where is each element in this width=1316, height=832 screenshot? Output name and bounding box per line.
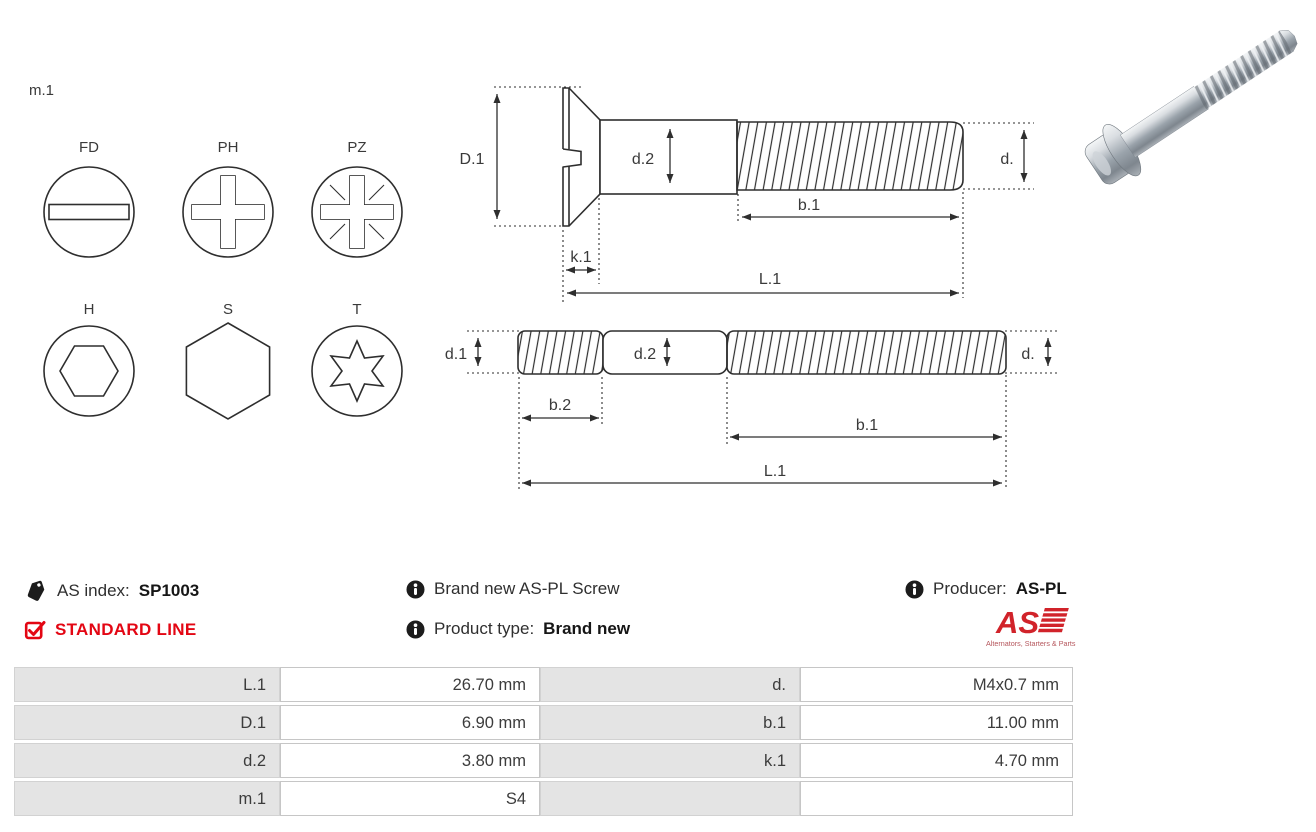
screw-shank [1120, 86, 1208, 157]
spec-value: 26.70 mm [280, 667, 540, 702]
dim-label-D1: D.1 [459, 151, 485, 168]
dim-label-d2-side: d.2 [631, 151, 655, 168]
drive-type-fd-label: FD [79, 139, 99, 156]
drive-type-fd [44, 139, 134, 257]
dim-label-L1-stud: L.1 [763, 463, 787, 480]
dim-label-d-stud: d. [1021, 346, 1035, 363]
as-index-row [24, 579, 199, 603]
as-index-label: AS index: [57, 581, 130, 600]
hex-head-drive-icon [186, 323, 269, 419]
spec-value [800, 781, 1073, 816]
dim-label-d1-stud: d.1 [444, 346, 468, 363]
as-pl-logo [982, 604, 1078, 650]
dim-label-b2: b.2 [548, 397, 572, 414]
spec-value: 4.70 mm [800, 743, 1073, 778]
dim-label-L1-side: L.1 [758, 271, 782, 288]
screw-photo-body [1080, 11, 1311, 193]
dim-label-d2-stud: d.2 [633, 346, 657, 363]
spec-value: S4 [280, 781, 540, 816]
description-row [406, 579, 620, 599]
spec-table [14, 667, 1073, 816]
producer-row [905, 579, 1067, 599]
drive-type-s-label: S [222, 301, 234, 318]
spec-label [540, 781, 800, 816]
product-type-value: Brand new [543, 619, 631, 638]
drive-type-s [186, 301, 269, 419]
product-photo [1080, 0, 1316, 200]
drive-type-pz-label: PZ [347, 139, 367, 156]
side-view-dimensions [460, 87, 1034, 302]
spec-label: L.1 [14, 667, 280, 702]
drive-type-h [44, 301, 134, 416]
side-view-drawing [562, 88, 963, 226]
spec-value: 3.80 mm [280, 743, 540, 778]
spec-label: m.1 [14, 781, 280, 816]
spec-value: 6.90 mm [280, 705, 540, 740]
standard-line-label: STANDARD LINE [55, 620, 197, 639]
spec-label: d. [540, 667, 800, 702]
spec-label: d.2 [14, 743, 280, 778]
info-icon [406, 620, 425, 639]
hex-socket-drive-icon [44, 326, 134, 416]
spec-label: b.1 [540, 705, 800, 740]
stud-view-drawing [518, 331, 1006, 374]
drive-type-h-label: H [83, 301, 95, 318]
drive-type-t [312, 301, 402, 416]
drive-type-ph-label: PH [217, 139, 239, 156]
logo-text: AS [996, 605, 1040, 640]
as-index-value: SP1003 [138, 581, 200, 600]
producer-value: AS-PL [1015, 579, 1067, 598]
dim-label-b1-stud: b.1 [855, 417, 879, 434]
tag-icon [24, 579, 48, 603]
dim-label-b1-side: b.1 [797, 197, 821, 214]
spec-label: D.1 [14, 705, 280, 740]
description-text: Brand new AS-PL Screw [434, 579, 620, 598]
drive-type-t-label: T [352, 301, 362, 318]
info-icon [406, 580, 425, 599]
spec-value: 11.00 mm [800, 705, 1073, 740]
info-icon [905, 580, 924, 599]
spec-value: M4x0.7 mm [800, 667, 1073, 702]
product-line-row [24, 619, 196, 641]
logo-tagline: Alternators, Starters & Parts [986, 639, 1076, 648]
checkbox-check-icon [24, 619, 46, 641]
dim-label-d-side: d. [1000, 151, 1014, 168]
producer-label: Producer: [933, 579, 1007, 598]
dim-label-k1: k.1 [570, 249, 592, 266]
drive-type-icons [44, 139, 402, 419]
product-type-row [406, 619, 630, 639]
m1-group-label: m.1 [29, 82, 55, 99]
spec-label: k.1 [540, 743, 800, 778]
drive-type-pz [312, 139, 402, 257]
drive-type-ph [183, 139, 273, 257]
product-type-label: Product type: [434, 619, 535, 638]
